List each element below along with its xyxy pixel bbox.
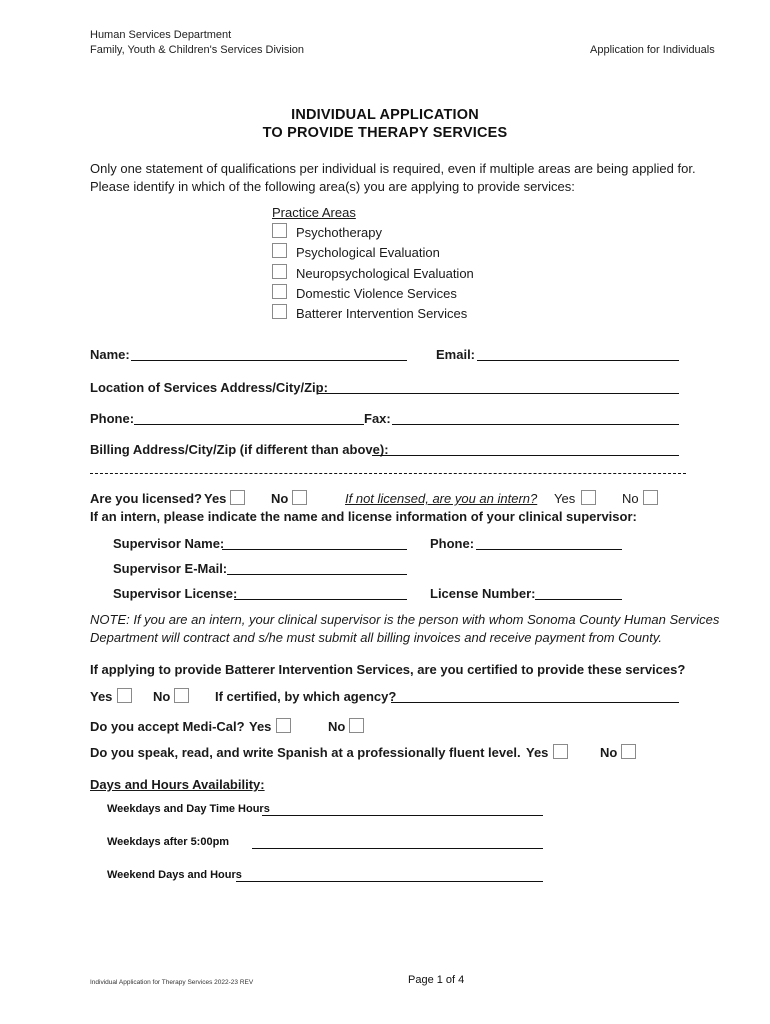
location-label: Location of Services Address/City/Zip: xyxy=(90,380,328,395)
weekdays-day-input-line[interactable] xyxy=(262,815,543,816)
batterer-yes-checkbox[interactable] xyxy=(117,688,132,703)
supervisor-name-label: Supervisor Name: xyxy=(113,536,225,551)
intern-yes-label: Yes xyxy=(554,491,576,506)
weekdays-day-label: Weekdays and Day Time Hours xyxy=(107,803,270,815)
email-input-line[interactable] xyxy=(477,360,679,361)
license-number-input-line[interactable] xyxy=(535,599,622,600)
practice-area-label: Batterer Intervention Services xyxy=(296,306,468,321)
fax-label: Fax: xyxy=(364,411,391,426)
intern-no-checkbox[interactable] xyxy=(643,490,658,505)
email-label: Email: xyxy=(436,347,476,362)
department-name: Human Services Department xyxy=(90,29,232,41)
batterer-no-label: No xyxy=(153,689,171,704)
practice-area-label: Psychotherapy xyxy=(296,225,382,240)
division-name: Family, Youth & Children's Services Division xyxy=(90,44,305,56)
practice-area-label: Psychological Evaluation xyxy=(296,245,440,260)
weekend-input-line[interactable] xyxy=(236,881,543,882)
supervisor-email-label: Supervisor E-Mail: xyxy=(113,561,228,576)
name-label: Name: xyxy=(90,347,130,362)
spanish-no-checkbox[interactable] xyxy=(621,744,636,759)
batterer-question: If applying to provide Batterer Intervention Services, are you certified to provide these services? xyxy=(90,662,686,677)
intern-yes-checkbox[interactable] xyxy=(581,490,596,505)
neuropsychological-evaluation-checkbox[interactable] xyxy=(272,264,287,279)
agency-label: If certified, by which agency? xyxy=(215,689,397,704)
domestic-violence-checkbox[interactable] xyxy=(272,284,287,299)
batterer-yes-label: Yes xyxy=(90,689,113,704)
phone-label: Phone: xyxy=(90,411,135,426)
phone-input-line[interactable] xyxy=(134,424,364,425)
supervisor-email-input-line[interactable] xyxy=(227,574,407,575)
medi-cal-question: Do you accept Medi-Cal? xyxy=(90,719,245,734)
spanish-yes-label: Yes xyxy=(526,745,549,760)
license-number-label: License Number: xyxy=(430,586,536,601)
weekend-label: Weekend Days and Hours xyxy=(107,869,242,881)
supervisor-phone-input-line[interactable] xyxy=(476,549,622,550)
spanish-question: Do you speak, read, and write Spanish at a professionally fluent level. xyxy=(90,745,521,760)
page-number: Page 1 of 4 xyxy=(408,974,465,986)
form-id: Individual Application for Therapy Services 2022-23 REV xyxy=(90,979,254,986)
licensed-question: Are you licensed? xyxy=(90,491,202,506)
supervisor-license-label: Supervisor License: xyxy=(113,586,238,601)
fax-input-line[interactable] xyxy=(392,424,679,425)
weekdays-after-input-line[interactable] xyxy=(252,848,543,849)
agency-input-line[interactable] xyxy=(391,702,679,703)
psychotherapy-checkbox[interactable] xyxy=(272,223,287,238)
practice-area-label: Domestic Violence Services xyxy=(296,286,457,301)
page-title-line-2: TO PROVIDE THERAPY SERVICES xyxy=(262,125,508,141)
intern-instruction: If an intern, please indicate the name and license information of your clinical supervisor: xyxy=(90,509,637,524)
page-title-line-1: INDIVIDUAL APPLICATION xyxy=(291,107,479,123)
batterer-intervention-checkbox[interactable] xyxy=(272,304,287,319)
psychological-evaluation-checkbox[interactable] xyxy=(272,243,287,258)
medi-cal-no-label: No xyxy=(328,719,346,734)
licensed-yes-checkbox[interactable] xyxy=(230,490,245,505)
medi-cal-yes-checkbox[interactable] xyxy=(276,718,291,733)
licensed-no-checkbox[interactable] xyxy=(292,490,307,505)
supervisor-phone-label: Phone: xyxy=(430,536,475,551)
weekdays-after-label: Weekdays after 5:00pm xyxy=(107,836,230,848)
billing-label: Billing Address/City/Zip (if different than above): xyxy=(90,442,389,457)
billing-input-line[interactable] xyxy=(372,455,679,456)
spanish-no-label: No xyxy=(600,745,618,760)
licensed-no-label: No xyxy=(271,491,289,506)
practice-area-label: Neuropsychological Evaluation xyxy=(296,266,474,281)
name-input-line[interactable] xyxy=(131,360,407,361)
practice-areas-heading: Practice Areas xyxy=(272,205,356,220)
intern-question: If not licensed, are you an intern? xyxy=(345,491,538,506)
spanish-yes-checkbox[interactable] xyxy=(553,744,568,759)
supervisor-name-input-line[interactable] xyxy=(222,549,407,550)
intern-no-label: No xyxy=(622,491,639,506)
licensed-yes-label: Yes xyxy=(204,491,227,506)
intro-line-1: Only one statement of qualifications per individual is required, even if multiple areas are being applied for. xyxy=(90,161,696,176)
note-line-2: Department will contract and s/he must submit all billing invoices and receive payment from County. xyxy=(90,630,663,645)
note-line-1: NOTE: If you are an intern, your clinical supervisor is the person with whom Sonoma County Human Services xyxy=(90,612,720,627)
section-divider xyxy=(90,473,686,474)
availability-heading: Days and Hours Availability: xyxy=(90,777,265,792)
medi-cal-yes-label: Yes xyxy=(249,719,272,734)
intro-line-2: Please identify in which of the following area(s) you are applying to provide services: xyxy=(90,179,575,194)
batterer-no-checkbox[interactable] xyxy=(174,688,189,703)
supervisor-license-input-line[interactable] xyxy=(234,599,407,600)
medi-cal-no-checkbox[interactable] xyxy=(349,718,364,733)
document-type: Application for Individuals xyxy=(590,44,715,56)
location-input-line[interactable] xyxy=(318,393,679,394)
